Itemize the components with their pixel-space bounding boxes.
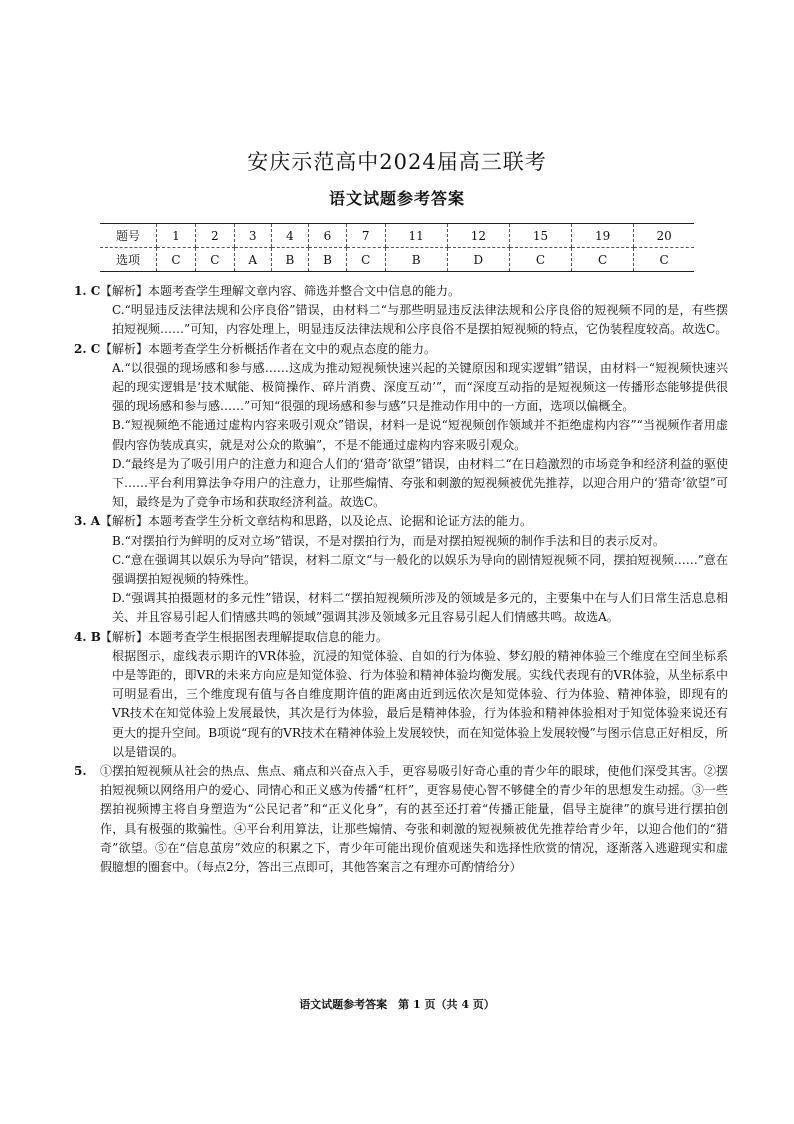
answer-item	[74, 762, 728, 877]
answer-option-cell: B	[309, 248, 347, 272]
item-paragraph: A.“以很强的现场感和参与感……这成为推动短视频快速兴起的关键原因和现实逻辑”错误，由材料一“短视频快速兴起的现实逻辑是‘技术赋能、极简操作、碎片消费、深度互动’”，而“深度互动指的是短视频这一传播形态能够提供很强的现场感和参与感……”可知“很强的现场感和参与感”只是推动作用中的一方面，选项以偏概全。	[112, 360, 728, 414]
question-number-row	[100, 224, 694, 248]
item-paragraph: ①摆拍短视频从社会的热点、焦点、痛点和兴奋点入手，更容易吸引好奇心重的青少年的眼球，使他们深受其害。②摆拍短视频以网络用户的爱心、同情心和正义感为传播“杠杆”，更容易使心智不够健全的青少年的思想发生动摇。③一些摆拍视频博主将自身塑造为“公民记者”和“正义化身”，有的甚至还打着“传播正能量，倡导主旋律”的旗号进行摆拍创作，具有极强的欺骗性。④平台利用算法，让那些煽情、夸张和刺激的短视频被优先推荐给青少年，以迎合他们的“猎奇”欲望。⑤在“信息茧房”效应的积累之下，青少年可能出现价值观迷失和选择性欣赏的情况，逐渐落入逃避现实和虚假臆想的圈套中。（每点2分，答出三点即可，其他答案言之有理亦可酌情给分）	[100, 764, 728, 875]
answer-option-cell: C	[572, 248, 634, 272]
answer-table	[100, 223, 694, 272]
item-paragraph: B.“对摆拍行为鲜明的反对立场”错误，不是对摆拍行为，而是对摆拍短视频的制作手法和目的表示反对。	[112, 533, 665, 548]
item-paragraph: 【解析】本题考查学生根据图表理解提取信息的能力。	[100, 629, 389, 644]
page-footer: 语文试题参考答案 第 1 页（共 4 页）	[299, 998, 495, 1011]
answer-item	[74, 340, 728, 513]
page-title: 安庆示范高中2024届高三联考	[247, 150, 547, 174]
answer-item	[74, 282, 728, 340]
item-number: 5.	[74, 764, 87, 779]
explanations	[74, 282, 728, 877]
answer-item	[74, 512, 728, 627]
item-number: 2. C	[74, 341, 101, 356]
answer-option-cell: C	[634, 248, 694, 272]
item-number: 3. A	[74, 514, 101, 529]
answer-option-row	[100, 248, 694, 272]
answer-option-cell: B	[271, 248, 309, 272]
answer-option-cell: B	[385, 248, 447, 272]
question-number-cell: 19	[572, 224, 634, 248]
answer-option-cell: C	[157, 248, 196, 272]
question-number-cell: 2	[195, 224, 234, 248]
question-number-cell: 7	[346, 224, 385, 248]
question-number-cell: 20	[634, 224, 694, 248]
answer-option-cell: C	[509, 248, 571, 272]
answer-option-cell: C	[346, 248, 385, 272]
item-paragraph: C.“明显违反法律法规和公序良俗”错误，由材料二“与那些明显违反法律法规和公序良俗的短视频不同的是，有些摆拍短视频……”可知，内容处理上，明显违反法律法规和公序良俗不是摆拍短视频的特点，它伪装程度较高。故选C。	[112, 303, 728, 337]
question-number-cell: 6	[309, 224, 347, 248]
answer-item	[74, 628, 728, 762]
item-paragraph: B.“短视频绝不能通过虚构内容来吸引观众”错误，材料一是说“短视频创作领域并不拒绝虚构内容”“当视频作者用虚假内容伪装成真实，就是对公众的欺骗”，不是不能通过虚构内容来吸引观众。	[112, 418, 728, 452]
item-number: 1. C	[74, 284, 101, 298]
question-number-cell: 12	[447, 224, 509, 248]
question-number-cell: 4	[271, 224, 309, 248]
item-paragraph: 【解析】本题考查学生理解文章内容、筛选并整合文中信息的能力。	[100, 284, 461, 298]
question-number-cell: 1	[157, 224, 196, 248]
answer-option-cell: A	[234, 248, 271, 272]
answer-option-cell: D	[447, 248, 509, 272]
item-paragraph: 【解析】本题考查学生分析概括作者在文中的观点态度的能力。	[100, 341, 437, 356]
item-paragraph: 根据图示，虚线表示期许的VR体验，沉浸的知觉体验、自如的行为体验、梦幻般的精神体验三个维度在空间坐标系中是等距的，即VR的未来方向应是知觉体验、行为体验和精神体验均衡发展。实线代表现有的VR体验，从坐标系中可明显看出，三个维度现有值与各自维度期许值的距离由近到远依次是知觉体验、行为体验、精神体验，即现有的VR技术在知觉体验上发展最快，其次是行为体验，最后是精神体验，行为体验和精神体验相对于知觉体验来说还有更大的提升空间。B项说“现有的VR技术在精神体验上发展较快，而在知觉体验上发展较慢”与图示信息正好相反，所以是错误的。	[112, 648, 728, 759]
question-number-cell: 15	[509, 224, 571, 248]
question-number-cell: 11	[385, 224, 447, 248]
page-subtitle: 语文试题参考答案	[328, 189, 465, 208]
item-paragraph: D.“最终是为了吸引用户的注意力和迎合人们的‘猎奇’欲望”错误，由材料二“在日趋激烈的市场竞争和经济利益的驱使下……平台利用算法争夺用户的注意力，让那些煽情、夸张和刺激的短视频被优先推荐，以迎合用户的‘猎奇’欲望”可知，最终是为了竞争市场和获取经济利益。故选C。	[112, 456, 728, 510]
item-paragraph: C.“意在强调其以娱乐为导向”错误，材料二原文“与一般化的以娱乐为导向的剧情短视频不同，摆拍短视频……”意在强调摆拍短视频的特殊性。	[112, 552, 728, 587]
item-paragraph: D.“强调其拍摄题材的多元性”错误，材料二“摆拍短视频所涉及的领域是多元的，主要集中在与人们日常生活息息相关、并且容易引起人们情感共鸣的领域”强调其涉及领域多元且容易引起人们情感共鸣。故选A。	[112, 591, 728, 625]
answer-option-cell: C	[195, 248, 234, 272]
item-number: 4. B	[74, 629, 101, 644]
question-number-cell: 3	[234, 224, 271, 248]
row-label-answer: 选项	[100, 248, 157, 272]
item-paragraph: 【解析】本题考查学生分析文章结构和思路，以及论点、论据和论证方法的能力。	[100, 514, 533, 529]
row-label-question: 题号	[100, 224, 157, 248]
